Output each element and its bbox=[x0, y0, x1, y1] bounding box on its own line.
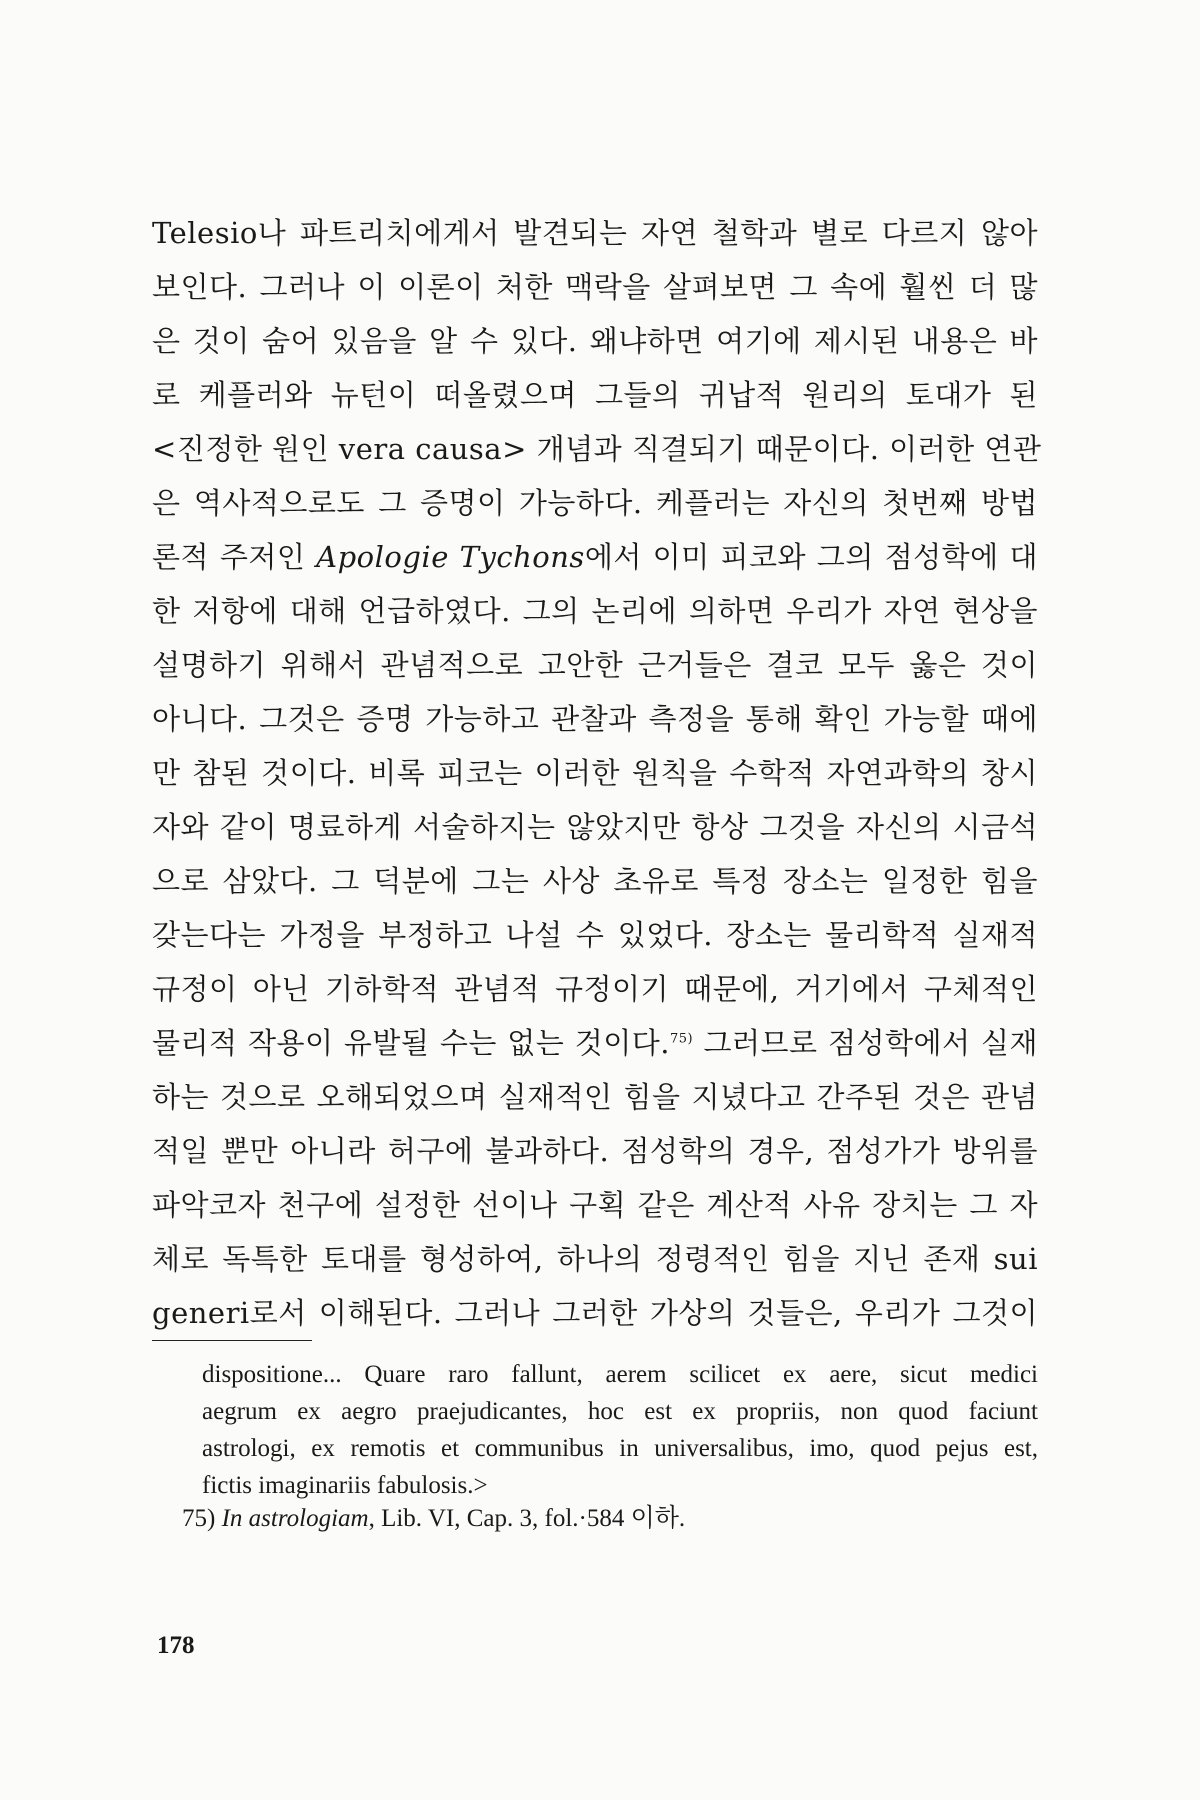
footnote-line: aegrum ex aegro praejudicantes, hoc est ex propriis, non quod faciunt bbox=[202, 1398, 1038, 1425]
page-number: 178 bbox=[157, 1632, 195, 1659]
footnote-75 bbox=[182, 1500, 1022, 1537]
body-line: 한 저항에 대해 언급하였다. 그의 논리에 의하면 우리가 자연 현상을 bbox=[152, 594, 1038, 628]
body-line: 설명하기 위해서 관념적으로 고안한 근거들은 결코 모두 옳은 것이 bbox=[152, 648, 1038, 682]
body-line: 파악코자 천구에 설정한 선이나 구획 같은 계산적 사유 장치는 그 자 bbox=[152, 1188, 1038, 1222]
body-line: 으로 삼았다. 그 덕분에 그는 사상 초유로 특정 장소는 일정한 힘을 bbox=[152, 864, 1038, 898]
body-line: 하는 것으로 오해되었으며 실재적인 힘을 지녔다고 간주된 것은 관념 bbox=[152, 1080, 1038, 1114]
body-line: 보인다. 그러나 이 이론이 처한 맥락을 살펴보면 그 속에 훨씬 더 많 bbox=[152, 270, 1038, 304]
body-text bbox=[152, 206, 1042, 1340]
body-line: 만 참된 것이다. 비록 피코는 이러한 원칙을 수학적 자연과학의 창시 bbox=[152, 756, 1038, 790]
footnote-detail: , Lib. VI, Cap. 3, fol.·584 이하. bbox=[368, 1505, 686, 1532]
footnote-marker: 75) bbox=[669, 1031, 694, 1047]
footnote-quote bbox=[202, 1356, 1038, 1504]
body-line: 갖는다는 가정을 부정하고 나설 수 있었다. 장소는 물리학적 실재적 bbox=[152, 918, 1038, 952]
body-line: 체로 독특한 토대를 형성하여, 하나의 정령적인 힘을 지닌 존재 sui bbox=[152, 1242, 1038, 1276]
body-line bbox=[152, 1016, 1038, 1070]
footnote-title: In astrologiam bbox=[221, 1505, 369, 1532]
footnote-line: fictis imaginariis fabulosis.> bbox=[202, 1472, 488, 1499]
body-line-start: 론적 주저인 bbox=[152, 540, 317, 574]
book-title-apologie: Apologie Tychons bbox=[316, 540, 585, 574]
body-line: 적일 뿐만 아니라 허구에 불과하다. 점성학의 경우, 점성가가 방위를 bbox=[152, 1134, 1038, 1168]
body-line-start: 물리적 작용이 유발될 수는 없는 것이다. bbox=[152, 1026, 670, 1060]
body-line: 자와 같이 명료하게 서술하지는 않았지만 항상 그것을 자신의 시금석 bbox=[152, 810, 1038, 844]
body-line bbox=[152, 530, 1038, 584]
body-line: 은 역사적으로도 그 증명이 가능하다. 케플러는 자신의 첫번째 방법 bbox=[152, 486, 1038, 520]
footnote-line: astrologi, ex remotis et communibus in universalibus, imo, quod pejus est, bbox=[202, 1435, 1038, 1462]
body-line-end: 에서 이미 피코와 그의 점성학에 대 bbox=[584, 540, 1038, 574]
body-line-end: 그러므로 점성학에서 실재 bbox=[693, 1026, 1038, 1060]
body-line: 로 케플러와 뉴턴이 떠올렸으며 그들의 귀납적 원리의 토대가 된 bbox=[152, 378, 1038, 412]
body-line: Telesio나 파트리치에게서 발견되는 자연 철학과 별로 다르지 않아 bbox=[152, 216, 1039, 250]
footnote-divider bbox=[152, 1340, 312, 1341]
body-line: 아니다. 그것은 증명 가능하고 관찰과 측정을 통해 확인 가능할 때에 bbox=[152, 702, 1038, 736]
body-line: generi로서 이해된다. 그러나 그러한 가상의 것들은, 우리가 그것이 bbox=[152, 1296, 1038, 1330]
body-line: 은 것이 숨어 있음을 알 수 있다. 왜냐하면 여기에 제시된 내용은 바 bbox=[152, 324, 1038, 358]
footnote-line: dispositione... Quare raro fallunt, aerem scilicet ex aere, sicut medici bbox=[202, 1361, 1038, 1388]
footnote-number: 75) bbox=[182, 1505, 216, 1532]
body-line: 규정이 아닌 기하학적 관념적 규정이기 때문에, 거기에서 구체적인 bbox=[152, 972, 1038, 1006]
body-line: <진정한 원인 vera causa> 개념과 직결되기 때문이다. 이러한 연관 bbox=[152, 432, 1042, 466]
